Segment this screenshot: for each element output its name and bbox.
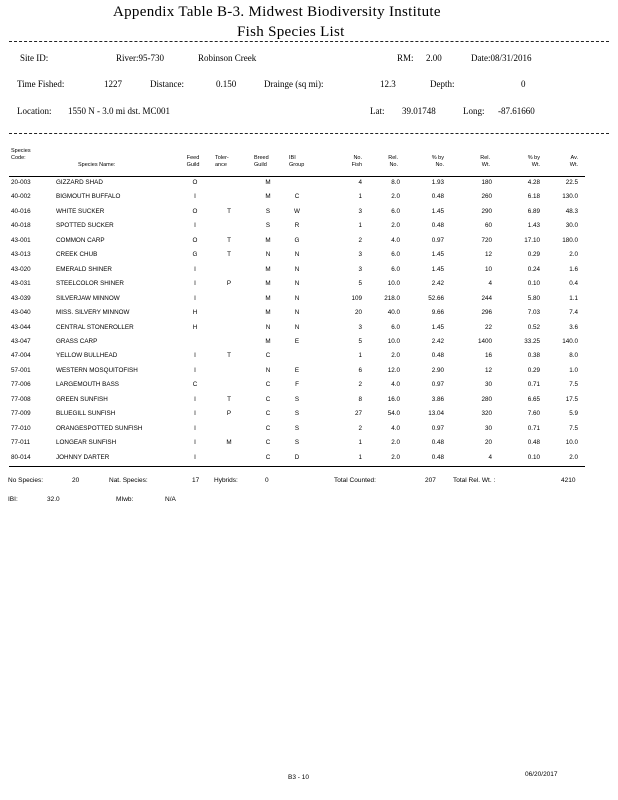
cell-ibi-group: N [294, 265, 300, 273]
time-fished-label: Time Fished: [17, 79, 65, 89]
table-row [0, 208, 618, 222]
cell-ibi-group: G [294, 236, 300, 244]
report-title: Appendix Table B-3. Midwest Biodiversity Institute [113, 4, 441, 20]
depth-label: Depth: [430, 79, 455, 89]
cell-rel-no: 2.0 [391, 222, 400, 230]
table-row [0, 309, 618, 323]
cell-rel-wt: 180 [481, 179, 492, 186]
cell-breed-guild: C [265, 381, 271, 389]
cell-feed-guild: I [194, 366, 196, 374]
cell-code: 20-003 [11, 179, 31, 186]
stream-name: Robinson Creek [198, 53, 257, 63]
cell-rel-wt: 1400 [477, 337, 492, 345]
cell-no-fish: 8 [358, 395, 362, 403]
cell-pct-no: 0.48 [431, 453, 444, 461]
drainage-value: 12.3 [380, 79, 396, 89]
cell-no-fish: 2 [358, 236, 362, 244]
cell-rel-wt: 290 [481, 207, 492, 215]
cell-feed-guild: C [192, 381, 198, 389]
cell-av-wt: 0.4 [569, 280, 578, 288]
cell-ibi-group: W [294, 207, 300, 215]
cell-code: 47-004 [11, 352, 31, 360]
cell-pct-no: 0.48 [431, 222, 444, 230]
cell-feed-guild: I [194, 410, 196, 418]
cell-pct-no: 9.66 [431, 309, 444, 317]
total-rel-wt-label: Total Rel. Wt. : [453, 477, 496, 484]
cell-pct-wt: 5.80 [527, 294, 540, 302]
cell-species-name: WHITE SUCKER [56, 207, 105, 215]
cell-rel-no: 16.0 [387, 395, 400, 403]
cell-species-name: CREEK CHUB [56, 251, 98, 259]
cell-breed-guild: M [265, 280, 271, 288]
cell-av-wt: 3.6 [569, 323, 578, 331]
cell-no-fish: 1 [358, 453, 362, 461]
cell-code: 57-001 [11, 366, 31, 374]
cell-pct-no: 1.45 [431, 207, 444, 215]
cell-no-fish: 3 [358, 265, 362, 273]
cell-pct-wt: 0.71 [527, 424, 540, 432]
cell-no-fish: 109 [351, 294, 362, 302]
cell-pct-no: 2.42 [431, 337, 444, 345]
cell-ibi-group: E [294, 337, 300, 345]
total-counted-value: 207 [425, 477, 436, 484]
table-row [0, 295, 618, 309]
cell-breed-guild: M [265, 309, 271, 317]
table-row [0, 251, 618, 265]
cell-breed-guild: M [265, 193, 271, 201]
drainage-label: Drainge (sq mi): [264, 79, 324, 89]
cell-pct-no: 0.97 [431, 236, 444, 244]
cell-pct-wt: 0.29 [527, 251, 540, 259]
cell-species-name: WESTERN MOSQUITOFISH [56, 366, 138, 374]
cell-tolerance: T [227, 395, 231, 403]
col-header-ibi-group: IBI Group [289, 155, 305, 168]
cell-pct-wt: 0.52 [527, 323, 540, 331]
cell-code: 77-011 [11, 439, 31, 447]
table-row [0, 324, 618, 338]
cell-pct-no: 0.97 [431, 424, 444, 432]
col-header-rel-wt: Rel. Wt. [480, 155, 490, 168]
cell-feed-guild: I [194, 222, 196, 230]
divider [9, 41, 609, 42]
table-row [0, 425, 618, 439]
cell-av-wt: 7.4 [569, 309, 578, 317]
cell-species-name: GREEN SUNFISH [56, 395, 108, 403]
cell-ibi-group: N [294, 251, 300, 259]
sample-date: Date:08/31/2016 [471, 53, 532, 63]
cell-no-fish: 1 [358, 439, 362, 447]
cell-ibi-group: N [294, 323, 300, 331]
cell-species-name: BLUEGILL SUNFISH [56, 410, 116, 418]
cell-ibi-group: S [294, 439, 300, 447]
cell-breed-guild: M [265, 265, 271, 273]
cell-feed-guild: G [192, 251, 198, 259]
table-row [0, 338, 618, 352]
cell-species-name: MISS. SILVERY MINNOW [56, 309, 130, 317]
cell-breed-guild: C [265, 352, 271, 360]
table-row [0, 381, 618, 395]
cell-species-name: YELLOW BULLHEAD [56, 352, 118, 360]
cell-no-fish: 4 [358, 179, 362, 186]
cell-pct-wt: 6.65 [527, 395, 540, 403]
print-date: 06/20/2017 [525, 771, 558, 778]
cell-rel-wt: 30 [484, 424, 492, 432]
cell-species-name: LARGEMOUTH BASS [56, 381, 119, 389]
cell-rel-wt: 260 [481, 193, 492, 201]
cell-code: 43-031 [11, 280, 31, 288]
cell-no-fish: 3 [358, 251, 362, 259]
cell-pct-wt: 6.18 [527, 193, 540, 201]
cell-rel-no: 2.0 [391, 193, 400, 201]
cell-no-fish: 20 [354, 309, 362, 317]
cell-species-name: LONGEAR SUNFISH [56, 439, 117, 447]
cell-pct-wt: 0.38 [527, 352, 540, 360]
cell-pct-wt: 0.29 [527, 366, 540, 374]
no-species-value: 20 [72, 477, 80, 484]
cell-rel-no: 6.0 [391, 265, 400, 273]
table-row [0, 439, 618, 453]
table-header-rule [9, 176, 585, 177]
cell-pct-no: 1.45 [431, 265, 444, 273]
cell-rel-no: 10.0 [387, 337, 400, 345]
cell-rel-wt: 4 [488, 280, 492, 288]
distance-label: Distance: [150, 79, 184, 89]
cell-rel-no: 10.0 [387, 280, 400, 288]
cell-no-fish: 5 [358, 280, 362, 288]
cell-ibi-group: N [294, 280, 300, 288]
cell-tolerance: T [227, 352, 231, 360]
cell-pct-no: 0.48 [431, 352, 444, 360]
cell-code: 43-013 [11, 251, 31, 259]
cell-tolerance: M [226, 439, 232, 447]
table-row [0, 410, 618, 424]
cell-av-wt: 7.5 [569, 424, 578, 432]
cell-av-wt: 17.5 [565, 395, 578, 403]
cell-breed-guild: S [265, 207, 271, 215]
river-code: River:95-730 [116, 53, 164, 63]
cell-pct-no: 2.42 [431, 280, 444, 288]
col-header-rel-no: Rel. No. [388, 155, 398, 168]
distance-value: 0.150 [216, 79, 237, 89]
cell-no-fish: 1 [358, 222, 362, 230]
cell-breed-guild: M [265, 337, 271, 345]
cell-breed-guild: M [265, 294, 271, 302]
cell-rel-no: 4.0 [391, 424, 400, 432]
cell-feed-guild: I [194, 395, 196, 403]
col-header-pct-no: % by No. [431, 155, 444, 168]
cell-no-fish: 3 [358, 323, 362, 331]
cell-no-fish: 2 [358, 424, 362, 432]
cell-breed-guild: M [265, 236, 271, 244]
table-row [0, 193, 618, 207]
nat-species-label: Nat. Species: [109, 477, 148, 484]
cell-pct-wt: 7.03 [527, 309, 540, 317]
cell-pct-no: 0.97 [431, 381, 444, 389]
miwb-label: MIwb: [116, 496, 134, 503]
cell-rel-wt: 4 [488, 453, 492, 461]
cell-rel-wt: 22 [484, 323, 492, 331]
cell-rel-wt: 60 [484, 222, 492, 230]
cell-pct-wt: 0.10 [527, 453, 540, 461]
col-header-code: Species Code: [11, 148, 31, 161]
cell-ibi-group: S [294, 410, 300, 418]
cell-av-wt: 10.0 [565, 439, 578, 447]
cell-rel-wt: 20 [484, 439, 492, 447]
page-number: B3 - 10 [288, 774, 309, 781]
cell-no-fish: 5 [358, 337, 362, 345]
cell-breed-guild: S [265, 222, 271, 230]
cell-rel-wt: 12 [484, 366, 492, 374]
cell-code: 43-020 [11, 265, 31, 273]
cell-feed-guild: I [194, 453, 196, 461]
cell-av-wt: 5.9 [569, 410, 578, 418]
cell-pct-wt: 0.48 [527, 439, 540, 447]
cell-code: 40-002 [11, 193, 31, 201]
cell-species-name: JOHNNY DARTER [56, 453, 110, 461]
divider [9, 133, 609, 134]
cell-rel-no: 4.0 [391, 381, 400, 389]
col-header-tolerance: Toler- ance [215, 155, 229, 168]
cell-feed-guild: O [192, 236, 198, 244]
cell-breed-guild: C [265, 395, 271, 403]
cell-feed-guild: O [192, 179, 198, 186]
cell-ibi-group: N [294, 309, 300, 317]
location-label: Location: [17, 106, 52, 116]
cell-pct-wt: 4.28 [527, 179, 540, 186]
cell-pct-wt: 6.89 [527, 207, 540, 215]
cell-breed-guild: N [265, 251, 271, 259]
cell-rel-wt: 720 [481, 236, 492, 244]
cell-av-wt: 2.0 [569, 251, 578, 259]
cell-pct-no: 13.04 [428, 410, 444, 418]
cell-feed-guild: I [194, 193, 196, 201]
cell-ibi-group: S [294, 395, 300, 403]
cell-rel-wt: 12 [484, 251, 492, 259]
cell-code: 43-001 [11, 236, 31, 244]
table-row [0, 352, 618, 366]
cell-rel-no: 6.0 [391, 207, 400, 215]
ibi-value: 32.0 [47, 496, 60, 503]
nat-species-value: 17 [192, 477, 200, 484]
cell-tolerance: P [226, 280, 232, 288]
cell-no-fish: 2 [358, 381, 362, 389]
lat-value: 39.01748 [402, 106, 436, 116]
cell-species-name: SILVERJAW MINNOW [56, 294, 120, 302]
cell-species-name: ORANGESPOTTED SUNFISH [56, 424, 143, 432]
cell-av-wt: 48.3 [565, 207, 578, 215]
long-label: Long: [463, 106, 485, 116]
rm-label: RM: [397, 53, 414, 63]
cell-rel-no: 6.0 [391, 251, 400, 259]
cell-av-wt: 22.5 [565, 179, 578, 186]
cell-rel-no: 6.0 [391, 323, 400, 331]
cell-av-wt: 1.1 [569, 294, 578, 302]
cell-species-name: EMERALD SHINER [56, 265, 112, 273]
site-id-label: Site ID: [20, 53, 49, 63]
cell-species-name: CENTRAL STONEROLLER [56, 323, 134, 331]
no-species-label: No Species: [8, 477, 44, 484]
cell-av-wt: 8.0 [569, 352, 578, 360]
total-counted-label: Total Counted: [334, 477, 376, 484]
cell-code: 40-016 [11, 207, 31, 215]
cell-feed-guild: I [194, 439, 196, 447]
cell-species-name: STEELCOLOR SHINER [56, 280, 124, 288]
cell-rel-wt: 296 [481, 309, 492, 317]
cell-code: 77-008 [11, 395, 31, 403]
cell-av-wt: 1.0 [569, 366, 578, 374]
col-header-pct-wt: % by Wt. [527, 155, 540, 168]
col-header-feed-guild: Feed Guild [186, 155, 200, 168]
cell-feed-guild: I [194, 265, 196, 273]
total-rel-wt-value: 4210 [561, 477, 576, 484]
cell-no-fish: 1 [358, 193, 362, 201]
cell-breed-guild: N [265, 366, 271, 374]
cell-rel-wt: 244 [481, 294, 492, 302]
cell-ibi-group: N [294, 294, 300, 302]
cell-pct-no: 0.48 [431, 439, 444, 447]
cell-rel-wt: 320 [481, 410, 492, 418]
table-row [0, 367, 618, 381]
cell-rel-no: 2.0 [391, 352, 400, 360]
cell-pct-wt: 0.24 [527, 265, 540, 273]
cell-av-wt: 30.0 [565, 222, 578, 230]
long-value: -87.61660 [498, 106, 535, 116]
col-header-species: Species Name: [78, 162, 116, 168]
cell-code: 43-039 [11, 294, 31, 302]
cell-pct-wt: 33.25 [524, 337, 540, 345]
cell-pct-wt: 17.10 [524, 236, 540, 244]
cell-feed-guild: O [192, 207, 198, 215]
cell-rel-no: 2.0 [391, 439, 400, 447]
cell-pct-wt: 1.43 [527, 222, 540, 230]
cell-species-name: BIGMOUTH BUFFALO [56, 193, 121, 201]
cell-breed-guild: C [265, 439, 271, 447]
cell-feed-guild: H [192, 309, 198, 317]
cell-feed-guild: H [192, 323, 198, 331]
cell-feed-guild: I [194, 424, 196, 432]
cell-breed-guild: C [265, 424, 271, 432]
cell-pct-no: 2.90 [431, 366, 444, 374]
cell-av-wt: 130.0 [562, 193, 578, 201]
cell-rel-no: 40.0 [387, 309, 400, 317]
cell-code: 77-006 [11, 381, 31, 389]
cell-code: 40-018 [11, 222, 31, 230]
cell-tolerance: T [227, 207, 231, 215]
cell-code: 43-047 [11, 337, 31, 345]
cell-breed-guild: M [265, 179, 271, 186]
depth-value: 0 [521, 79, 526, 89]
cell-code: 77-010 [11, 424, 31, 432]
cell-rel-wt: 10 [484, 265, 492, 273]
cell-av-wt: 1.6 [569, 265, 578, 273]
cell-av-wt: 180.0 [562, 236, 578, 244]
cell-species-name: COMMON CARP [56, 236, 105, 244]
ibi-label: IBI: [8, 496, 18, 503]
cell-pct-wt: 0.10 [527, 280, 540, 288]
cell-rel-no: 8.0 [391, 179, 400, 186]
time-fished-value: 1227 [104, 79, 122, 89]
cell-tolerance: T [227, 236, 231, 244]
cell-rel-no: 2.0 [391, 453, 400, 461]
col-header-av-wt: Av. Wt. [569, 155, 578, 168]
cell-feed-guild: I [194, 280, 196, 288]
cell-ibi-group: D [294, 453, 300, 461]
cell-rel-no: 54.0 [387, 410, 400, 418]
lat-label: Lat: [370, 106, 385, 116]
cell-rel-wt: 30 [484, 381, 492, 389]
hybrids-value: 0 [265, 477, 269, 484]
col-header-breed-guild: Breed Guild [254, 155, 269, 168]
cell-feed-guild: I [194, 352, 196, 360]
cell-rel-wt: 16 [484, 352, 492, 360]
cell-no-fish: 1 [358, 352, 362, 360]
cell-ibi-group: F [295, 381, 299, 389]
cell-pct-no: 1.93 [431, 179, 444, 186]
cell-species-name: GIZZARD SHAD [56, 179, 103, 186]
cell-rel-no: 4.0 [391, 236, 400, 244]
miwb-value: N/A [165, 496, 176, 503]
cell-pct-no: 1.45 [431, 251, 444, 259]
cell-ibi-group: E [294, 366, 300, 374]
cell-code: 77-009 [11, 410, 31, 418]
cell-rel-wt: 280 [481, 395, 492, 403]
cell-species-name: GRASS CARP [56, 337, 98, 345]
cell-no-fish: 3 [358, 207, 362, 215]
report-subtitle: Fish Species List [237, 24, 345, 40]
cell-rel-no: 12.0 [387, 366, 400, 374]
cell-breed-guild: C [265, 453, 271, 461]
cell-pct-no: 0.48 [431, 193, 444, 201]
table-bottom-rule [9, 466, 585, 467]
cell-pct-wt: 0.71 [527, 381, 540, 389]
cell-pct-wt: 7.60 [527, 410, 540, 418]
cell-ibi-group: S [294, 424, 300, 432]
cell-av-wt: 7.5 [569, 381, 578, 389]
cell-breed-guild: C [265, 410, 271, 418]
hybrids-label: Hybrids: [214, 477, 238, 484]
table-row [0, 179, 618, 193]
cell-av-wt: 2.0 [569, 453, 578, 461]
cell-ibi-group: R [294, 222, 300, 230]
cell-no-fish: 6 [358, 366, 362, 374]
cell-rel-no: 218.0 [384, 294, 400, 302]
cell-pct-no: 1.45 [431, 323, 444, 331]
cell-feed-guild: I [194, 294, 196, 302]
col-header-no-fish: No. Fish [351, 155, 362, 168]
cell-code: 80-014 [11, 453, 31, 461]
cell-no-fish: 27 [354, 410, 362, 418]
table-row [0, 222, 618, 236]
cell-tolerance: P [226, 410, 232, 418]
table-row [0, 237, 618, 251]
cell-av-wt: 140.0 [562, 337, 578, 345]
cell-code: 43-040 [11, 309, 31, 317]
cell-code: 43-044 [11, 323, 31, 331]
rm-value: 2.00 [426, 53, 442, 63]
cell-pct-no: 52.66 [428, 294, 444, 302]
table-row [0, 396, 618, 410]
location-value: 1550 N - 3.0 mi dst. MC001 [68, 106, 171, 116]
cell-ibi-group: C [294, 193, 300, 201]
cell-pct-no: 3.86 [431, 395, 444, 403]
cell-tolerance: T [227, 251, 231, 259]
table-row [0, 266, 618, 280]
table-row [0, 280, 618, 294]
cell-breed-guild: N [265, 323, 271, 331]
cell-species-name: SPOTTED SUCKER [56, 222, 114, 230]
